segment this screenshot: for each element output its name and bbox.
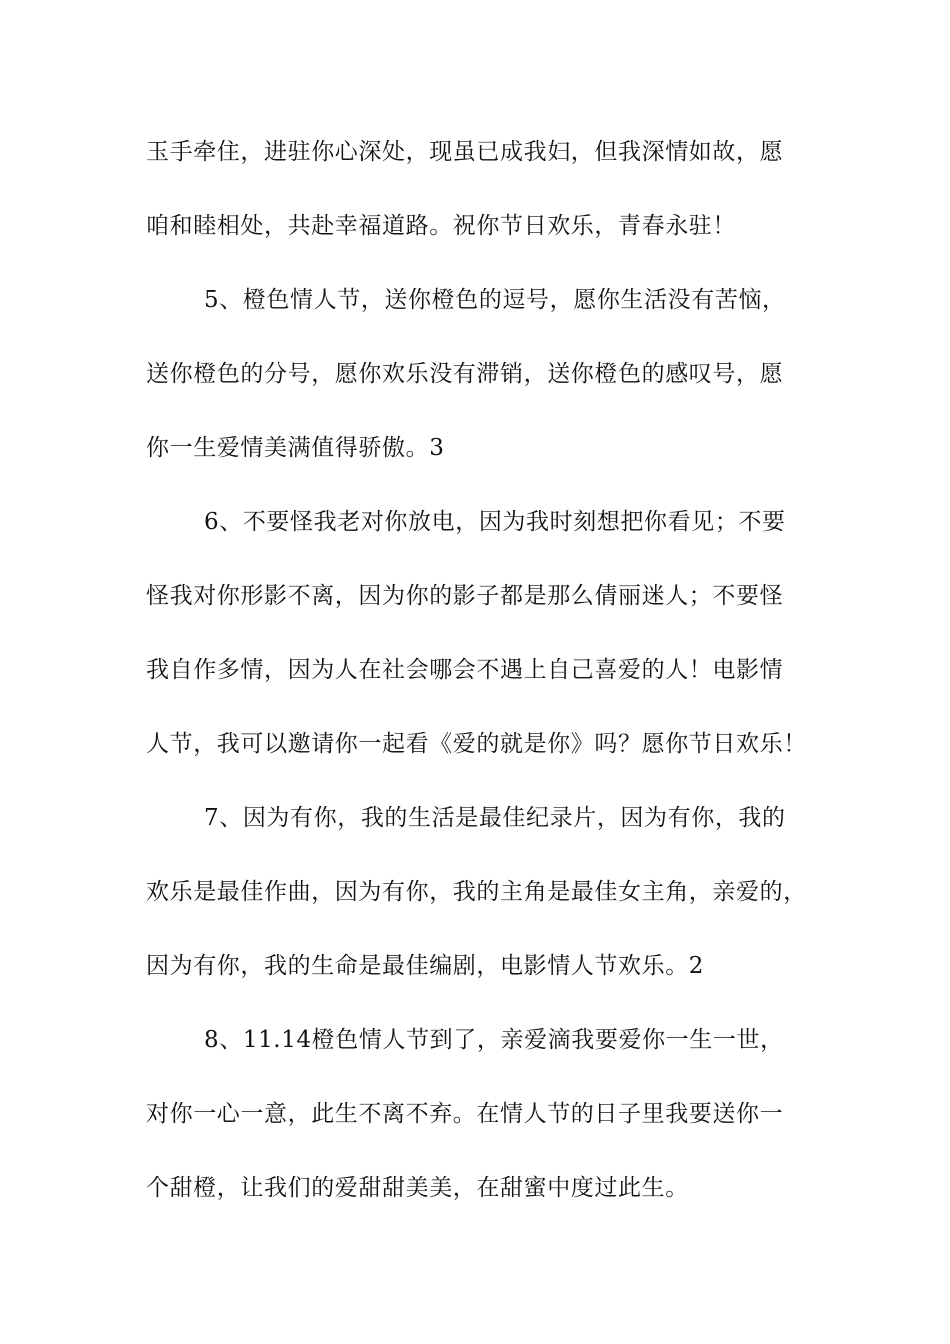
paragraph-line: 我自作多情，因为人在社会哪会不遇上自己喜爱的人！电影情 <box>146 657 784 683</box>
paragraph-line: 你一生爱情美满值得骄傲。3 <box>146 435 445 461</box>
paragraph-line: 人节，我可以邀请你一起看《爱的就是你》吗？愿你节日欢乐！ <box>146 731 807 757</box>
paragraph-line: 6、不要怪我老对你放电，因为我时刻想把你看见；不要 <box>204 509 786 535</box>
paragraph-line: 送你橙色的分号，愿你欢乐没有滞销，送你橙色的感叹号，愿 <box>146 361 784 387</box>
paragraph-line: 怪我对你形影不离，因为你的影子都是那么倩丽迷人；不要怪 <box>146 583 784 609</box>
paragraph-line: 欢乐是最佳作曲，因为有你，我的主角是最佳女主角，亲爱的， <box>146 879 807 905</box>
paragraph-line: 7、因为有你，我的生活是最佳纪录片，因为有你，我的 <box>204 805 786 831</box>
paragraph-line: 因为有你，我的生命是最佳编剧，电影情人节欢乐。2 <box>146 953 705 979</box>
paragraph-line: 个甜橙，让我们的爱甜甜美美，在甜蜜中度过此生。 <box>146 1175 689 1201</box>
paragraph-line: 咱和睦相处，共赴幸福道路。祝你节日欢乐，青春永驻！ <box>146 213 736 239</box>
paragraph-line: 8、11.14橙色情人节到了，亲爱滴我要爱你一生一世， <box>204 1027 784 1053</box>
paragraph-line: 玉手牵住，进驻你心深处，现虽已成我妇，但我深情如故，愿 <box>146 139 784 165</box>
paragraph-line: 5、橙色情人节，送你橙色的逗号，愿你生活没有苦恼， <box>204 287 786 313</box>
paragraph-line: 对你一心一意，此生不离不弃。在情人节的日子里我要送你一 <box>146 1101 784 1127</box>
